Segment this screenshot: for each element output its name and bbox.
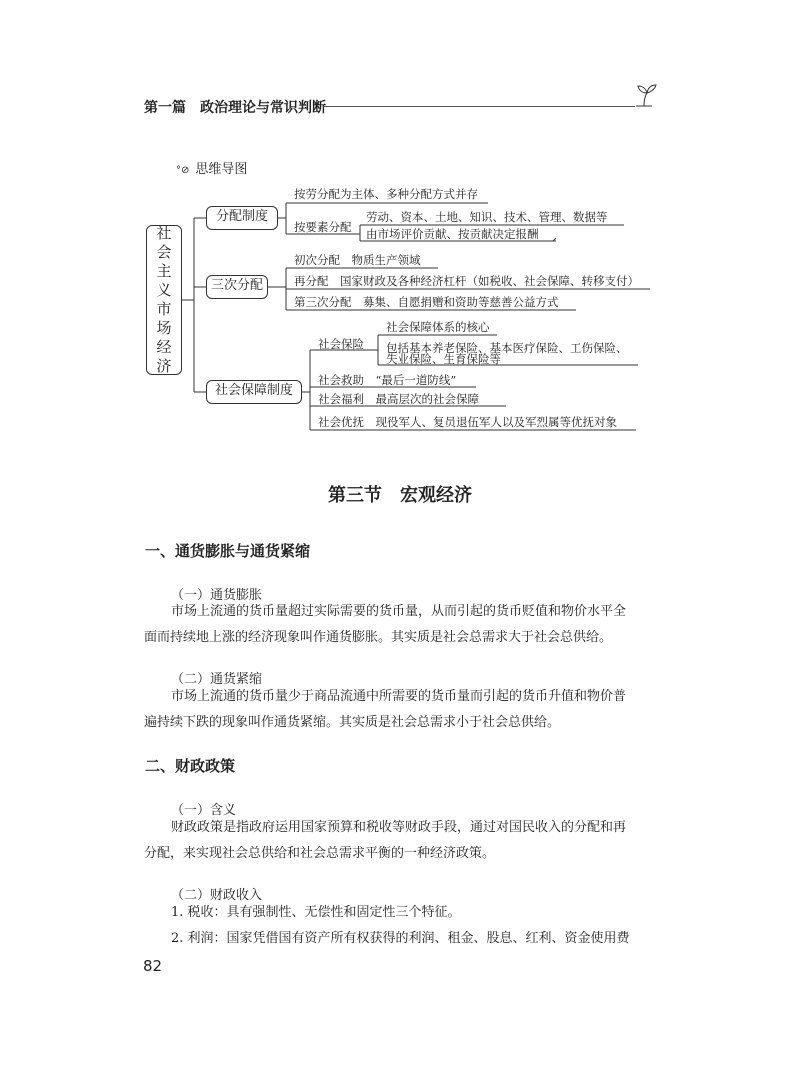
mindmap-leaf: 社会救助 “最后一道防线” — [318, 373, 457, 387]
branch-social-security — [206, 380, 302, 404]
list-item: 2. 利润：国家凭借国有资产所有权获得的利润、租金、股息、红利、资金使用费 — [171, 931, 630, 946]
subheading-fiscal-revenue: （二）财政收入 — [171, 888, 263, 903]
mindmap-root — [146, 225, 182, 375]
branch-label: 分配制度 — [215, 209, 268, 224]
subheading-meaning: （一）含义 — [171, 803, 237, 818]
branch-label: 社会保障制度 — [214, 383, 293, 398]
mindmap-root-label: 社会主义市场经济 — [156, 224, 172, 375]
mindmap-leaf: 包括基本养老保险、基本医疗保险、工伤保险、 — [386, 341, 628, 355]
part-label: 第一篇 — [144, 100, 186, 116]
leaf-icon: °⊘ — [176, 165, 190, 176]
branch-three-distributions — [206, 275, 268, 299]
paragraph-line: 遍持续下跌的现象叫作通货紧缩。其实质是社会总需求小于社会总供给。 — [144, 715, 561, 730]
page-number: 82 — [143, 957, 163, 975]
subheading-inflation: （一）通货膨胀 — [171, 588, 263, 603]
mindmap-title-text: 思维导图 — [195, 162, 248, 177]
mindmap-leaf: 劳动、资本、土地、知识、技术、管理、数据等 — [366, 210, 608, 224]
paragraph-line: 分配，来实现社会总供给和社会总需求平衡的一种经济政策。 — [144, 846, 496, 861]
branch-distribution-system — [206, 206, 278, 230]
mindmap-leaf: 由市场评价贡献、按贡献决定报酬 — [366, 227, 539, 241]
paragraph-line: 市场上流通的货币量超过实际需要的货币量，从而引起的货币贬值和物价水平全 — [171, 604, 627, 619]
mindmap-leaf: 按要素分配 — [294, 220, 352, 234]
mindmap-leaf: 失业保险、生育保险等 — [386, 352, 501, 366]
mindmap-leaf: 再分配 国家财政及各种经济杠杆（如税收、社会保障、转移支付） — [294, 274, 639, 288]
mindmap-leaf: 第三次分配 募集、自愿捐赠和资助等慈善公益方式 — [294, 295, 559, 309]
part-title: 政治理论与常识判断 — [200, 100, 326, 116]
paragraph-line: 面而持续地上涨的经济现象叫作通货膨胀。其实质是社会总需求大于社会总供给。 — [144, 630, 613, 645]
subheading-deflation: （二）通货紧缩 — [171, 672, 263, 687]
mindmap-leaf: 初次分配 物质生产领域 — [294, 253, 421, 267]
mindmap-leaf: 社会保障体系的核心 — [386, 320, 490, 334]
mindmap-leaf: 社会优抚 现役军人、复员退伍军人以及军烈属等优抚对象 — [318, 415, 617, 429]
paragraph-line: 财政政策是指政府运用国家预算和税收等财政手段，通过对国民收入的分配和再 — [171, 820, 627, 835]
paragraph-line: 市场上流通的货币量少于商品流通中所需要的货币量而引起的货币升值和物价普 — [171, 689, 627, 704]
mindmap-leaf: 社会保险 — [318, 337, 364, 351]
branch-label: 三次分配 — [210, 278, 263, 293]
list-item: 1. 税收：具有强制性、无偿性和固定性三个特征。 — [171, 905, 461, 920]
mindmap-leaf: 社会福利 最高层次的社会保障 — [318, 392, 479, 406]
mindmap-leaf: 按劳分配为主体、多种分配方式并存 — [294, 187, 478, 201]
heading-inflation-deflation: 一、通货膨胀与通货紧缩 — [145, 542, 311, 560]
heading-fiscal-policy: 二、财政政策 — [145, 757, 236, 775]
section-title: 第三节 宏观经济 — [328, 485, 472, 506]
